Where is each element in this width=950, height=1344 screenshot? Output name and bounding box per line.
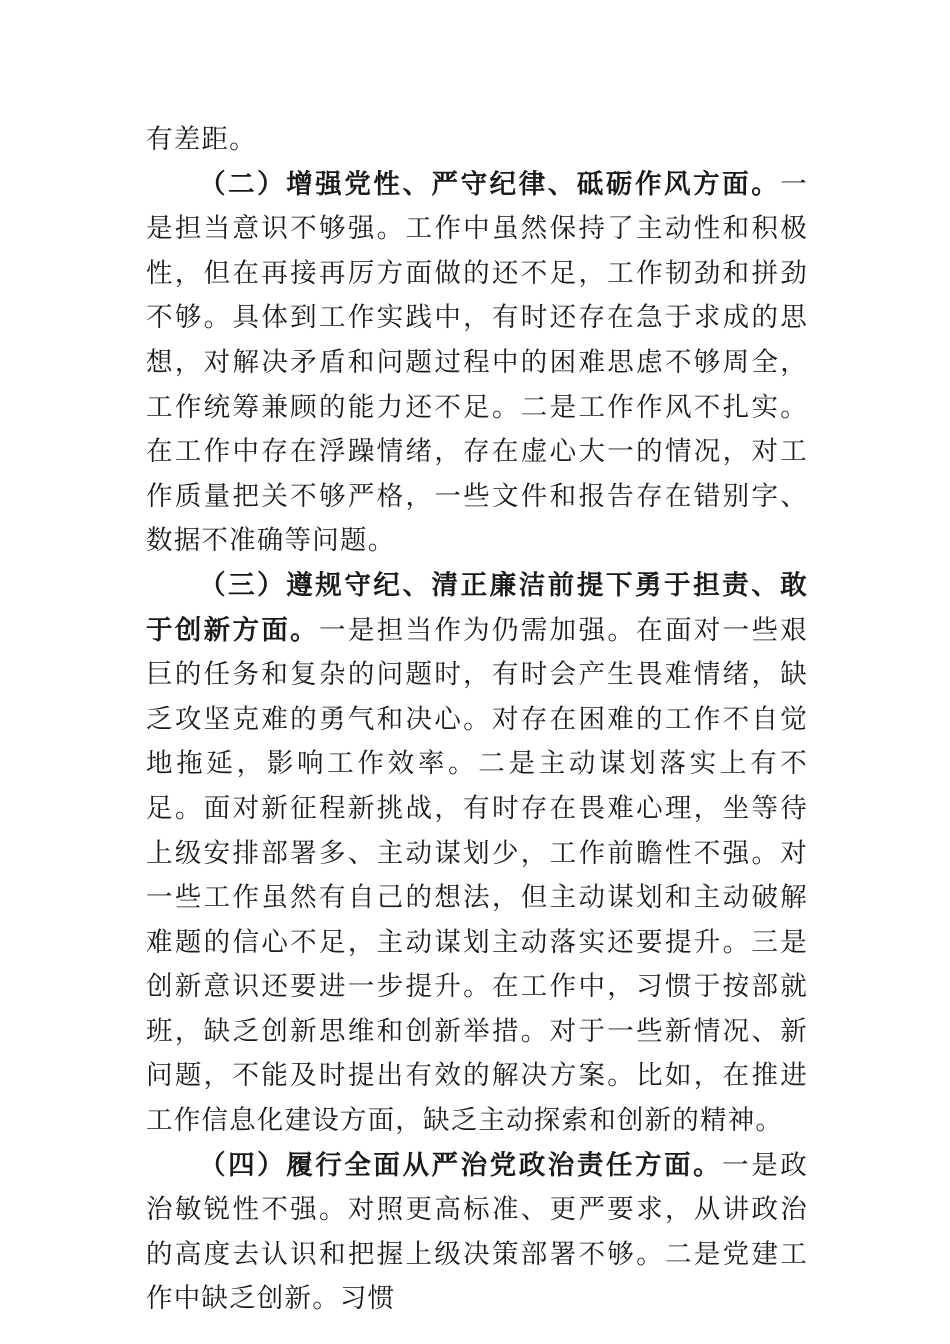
paragraph-section-4 — [146, 1144, 808, 1322]
paragraph-body: 一是政治敏锐性不强。对照更高标准、更严要求，从讲政治的高度去认识和把握上级决策部署不够。二是党建工作中缺乏创新。习惯 — [146, 1149, 808, 1315]
paragraph-body: 一是担当作为仍需加强。在面对一些艰巨的任务和复杂的问题时，有时会产生畏难情绪，缺乏攻坚克难的勇气和决心。对存在困难的工作不自觉地拖延，影响工作效率。二是主动谋划落实上有不足。面对新征程新挑战，有时存在畏难心理，坐等待上级安排部署多、主动谋划少，工作前瞻性不强。对一些工作虽然有自己的想法，但主动谋划和主动破解难题的信心不足，主动谋划主动落实还要提升。三是创新意识还要进一步提升。在工作中，习惯于按部就班，缺乏创新思维和创新举措。对于一些新情况、新问题，不能及时提出有效的解决方案。比如，在推进工作信息化建设方面，缺乏主动探索和创新的精神。 — [146, 614, 809, 1137]
paragraph-continuation — [146, 118, 808, 163]
section-heading: （三）遵规守纪、清正廉洁前提下勇于担责、敢于创新方面。 — [146, 569, 808, 646]
document-body — [146, 118, 808, 1322]
paragraph-section-2 — [146, 163, 808, 564]
paragraph-section-3 — [146, 564, 808, 1144]
paragraph-body: 有差距。 — [146, 124, 257, 155]
paragraph-body: 一是担当意识不够强。工作中虽然保持了主动性和积极性，但在再接再厉方面做的还不足，工作韧劲和拼劲不够。具体到工作实践中，有时还存在急于求成的思想，对解决矛盾和问题过程中的困难思虑不够周全，工作统筹兼顾的能力还不足。二是工作作风不扎实。在工作中存在浮躁情绪，存在虚心大一的情况，对工作质量把关不够严格，一些文件和报告存在错别字、数据不准确等问题。 — [146, 168, 808, 557]
section-heading: （四）履行全面从严治党政治责任方面。 — [199, 1149, 723, 1181]
section-heading: （二）增强党性、严守纪律、砥砺作风方面。 — [199, 168, 781, 200]
